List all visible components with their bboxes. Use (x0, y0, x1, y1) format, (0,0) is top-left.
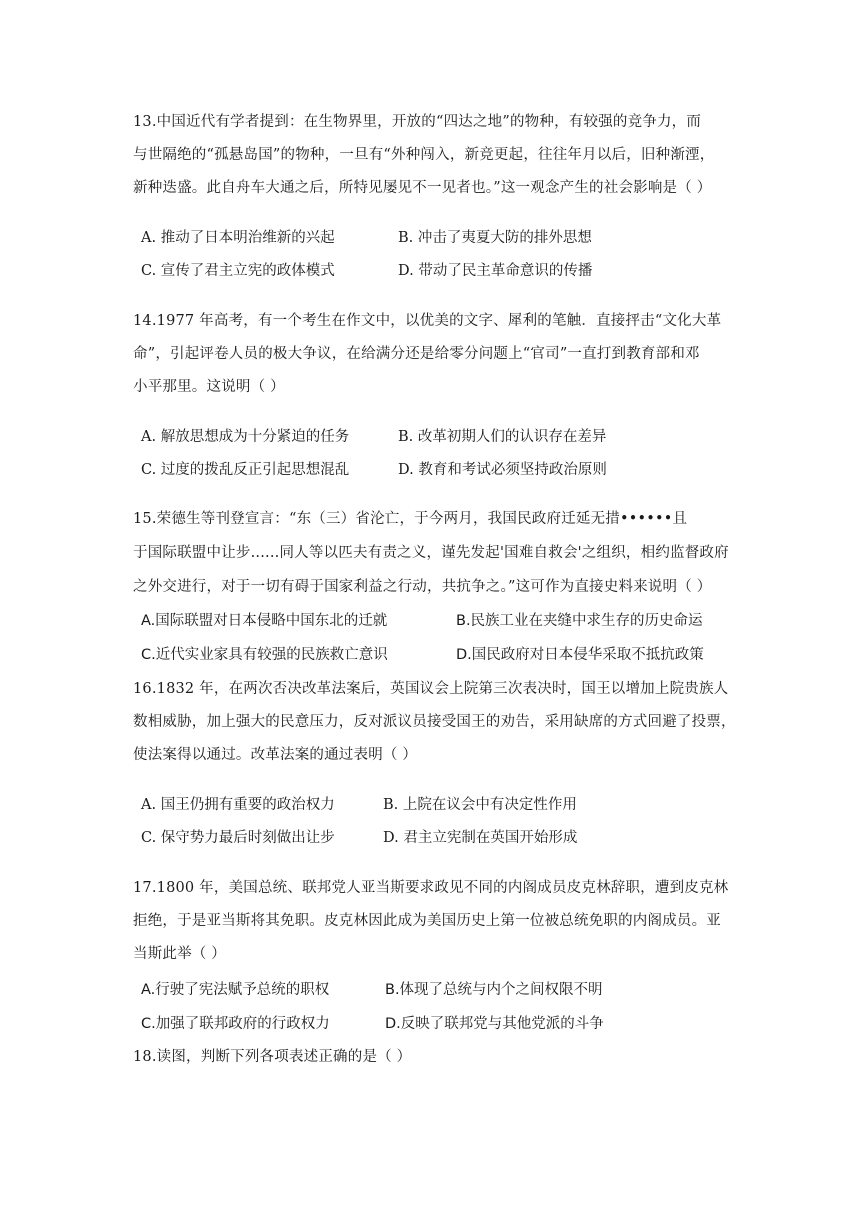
q17-option-a[interactable]: A.行驶了宪法赋予总统的职权 (141, 982, 330, 998)
q17-option-d[interactable]: D.反映了联邦党与其他党派的斗争 (385, 1016, 604, 1032)
q15-option-d[interactable]: D.国民政府对日本侵华采取不抵抗政策 (456, 647, 704, 663)
q16-stem-line-2: 数相威胁，加上强大的民意压力，反对派议员接受国王的劝告，采用缺席的方式回避了投票， (133, 714, 736, 730)
q13-option-b[interactable]: B. 冲击了夷夏大防的排外思想 (398, 230, 592, 246)
q14-stem-line-1: 14.1977 年高考，有一个考生在作文中，以优美的文字、犀利的笔触．直接抨击“文化大革 (133, 313, 722, 329)
q18-stem-line-1: 18.读图，判断下列各项表述正确的是（ ） (133, 1049, 412, 1065)
q13-stem-line-1: 13.中国近代有学者提到：在生物界里，开放的“四达之地”的物种，有较强的竞争力，而 (133, 114, 702, 130)
q14-stem-line-3: 小平那里。这说明（ ） (133, 379, 285, 395)
q17-stem-line-3: 当斯此举（ ） (133, 946, 227, 962)
q16-option-a[interactable]: A. 国王仍拥有重要的政治权力 (141, 797, 335, 813)
q13-option-a[interactable]: A. 推动了日本明治维新的兴起 (141, 230, 335, 246)
q15-option-b[interactable]: B.民族工业在夹缝中求生存的历史命运 (456, 613, 703, 629)
q17-option-c[interactable]: C.加强了联邦政府的行政权力 (141, 1016, 330, 1032)
q15-stem-line-2: 于国际联盟中让步......同人等以匹夫有责之义，谨先发起'国难自救会'之组织，相约监督政府 (133, 545, 729, 561)
q14-option-d[interactable]: D. 教育和考试必须坚持政治原则 (398, 462, 607, 478)
q15-option-c[interactable]: C.近代实业家具有较强的民族救亡意识 (141, 647, 388, 663)
q17-stem-line-2: 拒绝，于是亚当斯将其免职。皮克林因此成为美国历史上第一位被总统免职的内阁成员。亚 (133, 913, 721, 929)
q16-option-b[interactable]: B. 上院在议会中有决定性作用 (383, 797, 577, 813)
q15-stem-line-3: 之外交进行，对于一切有碍于国家利益之行动，共抗争之。”这可作为直接史料来说明（ ） (133, 579, 712, 595)
q13-stem-line-3: 新种迭盛。此自舟车大通之后，所特见屡见不一见者也。”这一观念产生的社会影响是（ ） (133, 180, 712, 196)
q17-stem-line-1: 17.1800 年，美国总统、联邦党人亚当斯要求政见不同的内阁成员皮克林辞职，遭到皮克林 (133, 880, 729, 896)
q14-stem-line-2: 命”，引起评卷人员的极大争议，在给满分还是给零分问题上“官司”一直打到教育部和邓 (133, 346, 700, 362)
q13-option-c[interactable]: C. 宣传了君主立宪的政体模式 (141, 263, 335, 279)
q16-option-d[interactable]: D. 君主立宪制在英国开始形成 (383, 830, 578, 846)
q16-option-c[interactable]: C. 保守势力最后时刻做出让步 (141, 830, 335, 846)
q13-stem-line-2: 与世隔绝的“孤悬岛国”的物种，一旦有“外种闯入，新竞更起，往往年月以后，旧种渐湮， (133, 147, 715, 163)
q13-option-d[interactable]: D. 带动了民主革命意识的传播 (398, 263, 593, 279)
q15-stem-line-1: 15.荣德生等刊登宣言：“东（三）省沦亡，于今两月，我国民政府迁延无措••••••且 (133, 511, 688, 527)
q14-option-c[interactable]: C. 过度的拨乱反正引起思想混乱 (141, 462, 350, 478)
q15-option-a[interactable]: A.国际联盟对日本侵略中国东北的迁就 (141, 613, 388, 629)
q16-stem-line-3: 使法案得以通过。改革法案的通过表明（ ） (133, 747, 418, 763)
q17-option-b[interactable]: B.体现了总统与内个之间权限不明 (385, 982, 603, 998)
q16-stem-line-1: 16.1832 年，在两次否决改革法案后，英国议会上院第三次表决时，国王以增加上院贵族人 (133, 681, 729, 697)
q14-option-a[interactable]: A. 解放思想成为十分紧迫的任务 (141, 429, 350, 445)
q14-option-b[interactable]: B. 改革初期人们的认识存在差异 (398, 429, 607, 445)
